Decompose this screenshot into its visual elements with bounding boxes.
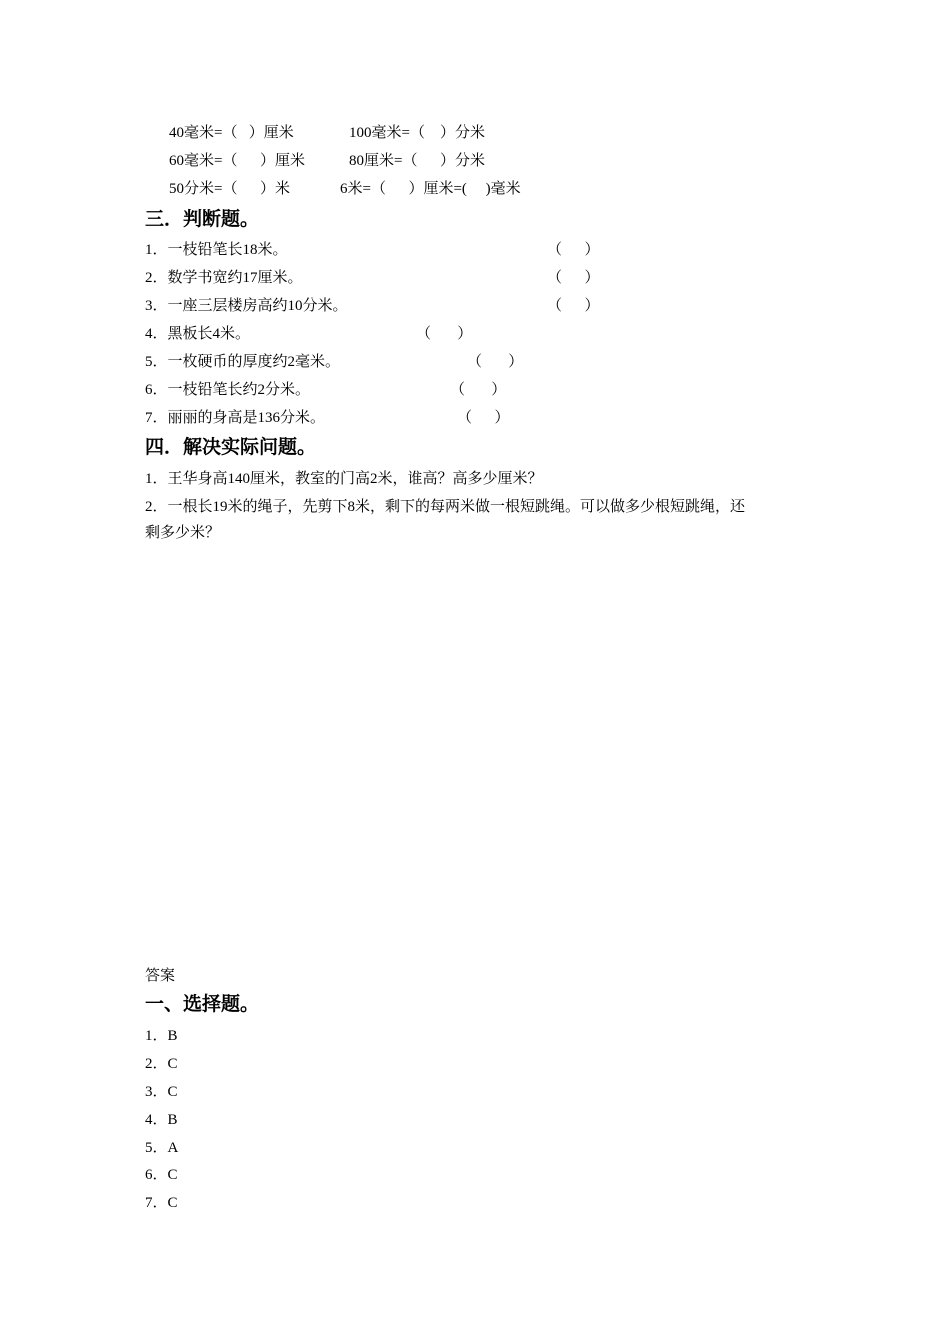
- problem-1: 1．王华身高140厘米，教室的门高2米，谁高？高多少厘米？: [145, 471, 543, 487]
- judge-item-text: 一枚硬币的厚度约2毫米。: [167, 354, 341, 370]
- judge-item-2-paren[interactable]: （ ）: [547, 270, 600, 286]
- judge-item-3-paren[interactable]: （ ）: [547, 298, 600, 314]
- judge-item-number: 1．: [145, 242, 168, 258]
- answer-number: 3．: [145, 1084, 168, 1100]
- judge-item-4: [145, 324, 250, 344]
- answer-item-6: [145, 1165, 178, 1185]
- answer-number: 5．: [145, 1140, 168, 1156]
- conversion-row-3-right: 6米=（ ）厘米=( )毫米: [340, 181, 521, 197]
- answer-number: 6．: [145, 1167, 168, 1183]
- judge-item-2: [145, 268, 303, 288]
- answer-item-7: [145, 1193, 178, 1213]
- answer-item-5: [145, 1138, 178, 1158]
- judge-item-7: [145, 408, 325, 428]
- answer-item-4: [145, 1110, 178, 1130]
- section-4-title: 四．解决实际问题。: [145, 436, 317, 458]
- answer-number: 2．: [145, 1056, 168, 1072]
- judge-item-5-paren[interactable]: （ ）: [467, 354, 524, 370]
- conversion-row-2-left: 60毫米=（ ）厘米: [169, 153, 305, 169]
- answer-number: 1．: [145, 1028, 168, 1044]
- conversion-row-1-right: 100毫米=（ ）分米: [349, 125, 485, 141]
- answer-value: B: [167, 1028, 178, 1044]
- judge-item-number: 4．: [145, 326, 168, 342]
- judge-item-4-paren[interactable]: （ ）: [416, 326, 473, 342]
- problem-2-line-1: 2．一根长19米的绳子，先剪下8米，剩下的每两米做一根短跳绳。可以做多少根短跳绳，还: [145, 499, 746, 515]
- answer-item-2: [145, 1054, 178, 1074]
- conversion-row-3-left: 50分米=（ ）米: [169, 181, 290, 197]
- judge-item-number: 3．: [145, 298, 168, 314]
- answer-value: A: [167, 1140, 179, 1156]
- judge-item-number: 5．: [145, 354, 168, 370]
- answer-item-1: [145, 1026, 178, 1046]
- judge-item-7-paren[interactable]: （ ）: [457, 410, 510, 426]
- judge-item-3: [145, 296, 348, 316]
- answers-section-1-title: 一、选择题。: [145, 993, 260, 1015]
- answer-number: 4．: [145, 1112, 168, 1128]
- answer-number: 7．: [145, 1195, 168, 1211]
- answers-label: 答案: [145, 968, 176, 984]
- judge-item-text: 黑板长4米。: [167, 326, 251, 342]
- judge-item-text: 一枝铅笔长约2分米。: [167, 382, 311, 398]
- judge-item-number: 2．: [145, 270, 168, 286]
- answer-value: C: [167, 1056, 178, 1072]
- answer-value: C: [167, 1195, 178, 1211]
- answer-value: C: [167, 1084, 178, 1100]
- judge-item-6: [145, 380, 310, 400]
- conversion-row-2-right: 80厘米=（ ）分米: [349, 153, 485, 169]
- judge-item-number: 6．: [145, 382, 168, 398]
- judge-item-text: 丽丽的身高是136分米。: [167, 410, 326, 426]
- judge-item-1-paren[interactable]: （ ）: [547, 242, 600, 258]
- judge-item-5: [145, 352, 340, 372]
- judge-item-number: 7．: [145, 410, 168, 426]
- judge-item-1: [145, 240, 288, 260]
- answer-value: B: [167, 1112, 178, 1128]
- section-3-title: 三．判断题。: [145, 208, 260, 230]
- judge-item-text: 一枝铅笔长18米。: [167, 242, 288, 258]
- judge-item-text: 一座三层楼房高约10分米。: [167, 298, 348, 314]
- answer-value: C: [167, 1167, 178, 1183]
- problem-2-line-2: 剩多少米？: [145, 525, 221, 541]
- judge-item-text: 数学书宽约17厘米。: [167, 270, 303, 286]
- conversion-row-1-left: 40毫米=（ ）厘米: [169, 125, 294, 141]
- judge-item-6-paren[interactable]: （ ）: [450, 382, 507, 398]
- answer-item-3: [145, 1082, 178, 1102]
